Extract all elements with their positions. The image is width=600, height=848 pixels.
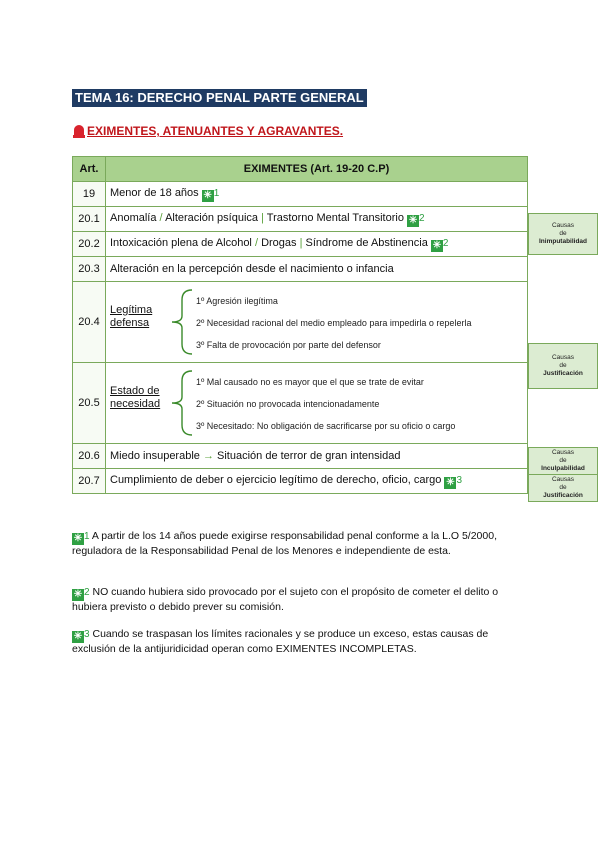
note-ref: 2 — [442, 237, 449, 249]
note-number: 1 — [84, 531, 90, 542]
side-label-line: Justificación — [543, 492, 583, 499]
side-label — [528, 474, 598, 502]
row-text — [106, 469, 528, 494]
alarm-icon — [74, 125, 84, 136]
art-number: 20.6 — [73, 444, 106, 469]
term-line-2: necesidad — [110, 398, 161, 410]
asterisk-icon: ✳ — [203, 189, 212, 201]
section-heading-text: EXIMENTES, ATENUANTES Y AGRAVANTES. — [87, 124, 344, 138]
row-text — [106, 282, 528, 363]
list-item: 3º Necesitado: No obligación de sacrificarse por su oficio o cargo — [196, 421, 456, 431]
asterisk-icon: ✳ — [73, 589, 83, 600]
table-row — [73, 282, 528, 363]
side-label-line: Causas — [551, 354, 575, 361]
row-text — [106, 182, 528, 207]
curly-brace-icon — [170, 369, 194, 437]
table-row — [73, 257, 528, 282]
table-row — [73, 363, 528, 444]
art-number: 20.1 — [73, 207, 106, 232]
row-text — [106, 444, 528, 469]
term-label — [110, 304, 152, 330]
row-text — [106, 363, 528, 444]
footnote — [72, 586, 528, 614]
row-text-main: Menor de 18 años — [110, 186, 199, 199]
table-row — [73, 469, 528, 494]
page-title: TEMA 16: DERECHO PENAL PARTE GENERAL — [72, 89, 367, 107]
curly-brace-icon — [170, 288, 194, 356]
separator: / — [159, 211, 163, 224]
separator: | — [261, 211, 264, 224]
note-ref: 1 — [213, 187, 220, 199]
asterisk-icon: ✳ — [432, 239, 442, 251]
header-art: Art. — [73, 157, 106, 182]
table-row — [73, 182, 528, 207]
arrow-icon: → — [202, 450, 214, 462]
side-label-line: Causas — [551, 476, 575, 483]
table-row — [73, 207, 528, 232]
side-label-line: de — [559, 362, 567, 369]
table-header-row — [73, 157, 528, 182]
art-number: 20.4 — [73, 282, 106, 363]
row-text: Alteración en la percepción desde el nacimiento o infancia — [106, 257, 528, 282]
asterisk-icon: ✳ — [408, 214, 418, 226]
term-line-1: Legítima — [110, 304, 153, 316]
side-label — [528, 447, 598, 475]
row-text-c: Trastorno Mental Transitorio — [266, 211, 404, 224]
separator: / — [254, 236, 259, 249]
requirements-list — [196, 290, 471, 356]
table-row — [73, 444, 528, 469]
note-text: NO cuando hubiera sido provocado por el sujeto con el propósito de cometer el delito o hubiera previsto o debido prever su comisión. — [72, 586, 499, 613]
row-text-a: Intoxicación plena de Alcohol — [110, 236, 252, 249]
side-label-line: Inculpabilidad — [541, 465, 585, 472]
row-text-b: Drogas — [261, 236, 297, 249]
asterisk-icon: ✳ — [73, 533, 83, 544]
side-label — [528, 213, 598, 255]
side-label-line: Causas — [551, 222, 575, 229]
row-text-main: Cumplimiento de deber o ejercicio legítimo de derecho, oficio, cargo — [110, 473, 442, 486]
asterisk-icon: ✳ — [446, 476, 455, 488]
side-label — [528, 343, 598, 389]
art-number: 20.3 — [73, 257, 106, 282]
separator: | — [299, 236, 303, 249]
asterisk-icon: ✳ — [73, 631, 83, 642]
side-label-line: de — [559, 457, 567, 464]
side-label-line: de — [559, 230, 567, 237]
footnote — [72, 530, 528, 558]
row-text-b: Situación de terror de gran intensidad — [217, 450, 401, 462]
header-eximentes: EXIMENTES (Art. 19-20 C.P) — [106, 157, 528, 182]
row-text-c: Síndrome de Abstinencia — [305, 236, 428, 249]
term-line-2: defensa — [110, 317, 150, 329]
note-number: 3 — [84, 629, 90, 640]
art-number: 20.2 — [73, 232, 106, 257]
section-heading — [74, 124, 343, 138]
table-row — [73, 232, 528, 257]
note-text: A partir de los 14 años puede exigirse responsabilidad penal conforme a la L.O 5/2000, reguladora de la Responsabilidad Penal de los Menores e independiente de esta. — [72, 530, 497, 557]
note-ref: 3 — [456, 474, 463, 486]
footnote — [72, 628, 528, 656]
list-item: 1º Agresión ilegítima — [196, 296, 278, 306]
row-text-a: Anomalía — [110, 211, 157, 224]
side-label-line: de — [559, 484, 567, 491]
eximentes-table — [72, 156, 528, 494]
requirements-list — [196, 371, 455, 437]
note-ref: 2 — [419, 212, 425, 224]
note-text: Cuando se traspasan los límites racionales y se produce un exceso, estas causas de exclusión de la antijuridicidad operan como EXIMENTES INCOMPLETAS. — [72, 628, 489, 655]
row-text-b: Alteración psíquica — [165, 211, 259, 224]
art-number: 20.7 — [73, 469, 106, 494]
note-number: 2 — [84, 587, 90, 598]
row-text — [106, 207, 528, 232]
list-item: 2º Necesidad racional del medio empleado para impedirla o repelerla — [196, 318, 472, 328]
side-label-line: Causas — [551, 449, 575, 456]
side-label-line: Justificación — [543, 370, 583, 377]
row-text-a: Miedo insuperable — [110, 450, 200, 462]
side-label-line: Inimputabilidad — [538, 238, 588, 245]
term-label — [110, 385, 160, 411]
art-number: 20.5 — [73, 363, 106, 444]
row-text — [106, 232, 528, 257]
list-item: 2º Situación no provocada intencionadamente — [196, 399, 380, 409]
term-line-1: Estado de — [110, 385, 160, 397]
list-item: 1º Mal causado no es mayor que el que se trate de evitar — [196, 377, 424, 387]
list-item: 3º Falta de provocación por parte del defensor — [196, 340, 381, 350]
art-number: 19 — [73, 182, 106, 207]
